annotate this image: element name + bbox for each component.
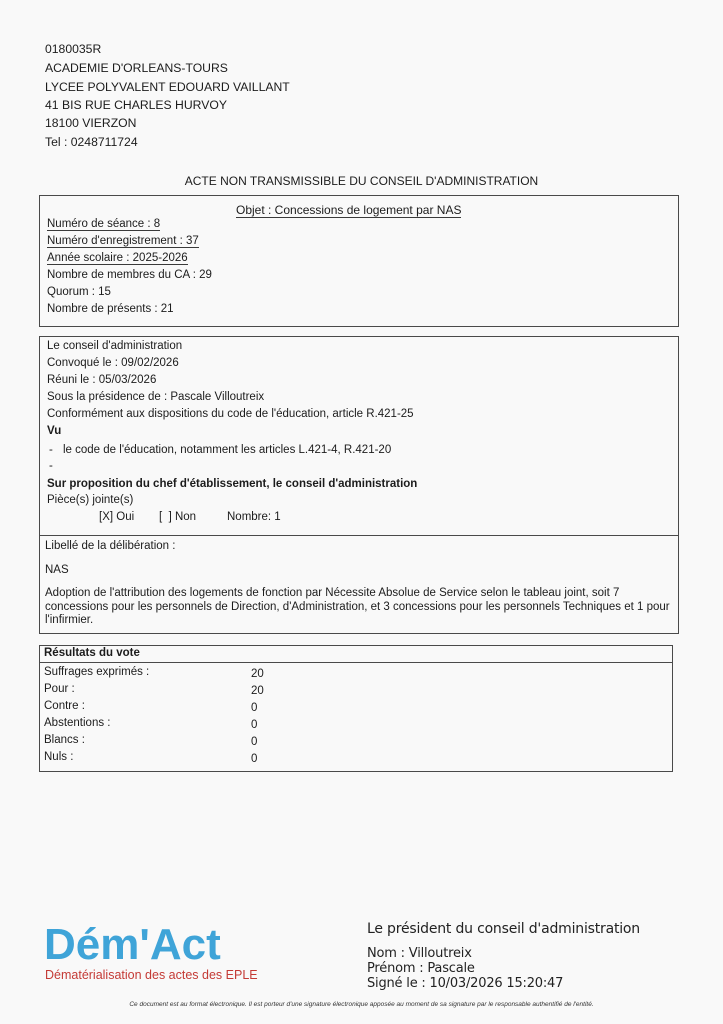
vote-box (39, 645, 673, 772)
nombre-membres: Nombre de membres du CA : 29 (47, 269, 212, 281)
pieces-jointes-oui: [X] Oui (99, 511, 135, 523)
demact-logo: Dém'Act (44, 920, 221, 969)
vote-label: Nuls : (44, 751, 74, 763)
vote-value: 20 (251, 668, 264, 680)
signature-nom: Nom : Villoutreix (367, 946, 472, 961)
nombre-presents: Nombre de présents : 21 (47, 303, 174, 315)
proposition: Sur proposition du chef d'établissement, le conseil d'administration (47, 478, 418, 490)
vote-value: 0 (251, 719, 258, 731)
vu-bullet: - (49, 444, 53, 456)
establishment-name: LYCEE POLYVALENT EDOUARD VAILLANT (45, 80, 290, 94)
document-title: ACTE NON TRANSMISSIBLE DU CONSEIL D'ADMINISTRATION (184, 174, 539, 188)
convoque-date: Convoqué le : 09/02/2026 (47, 357, 179, 369)
vote-label: Abstentions : (44, 717, 111, 729)
conseil-intro: Le conseil d'administration (47, 340, 183, 352)
vote-value: 0 (251, 702, 258, 714)
presidence: Sous la présidence de : Pascale Villoutreix (47, 391, 265, 403)
pieces-jointes-non: [ ] Non (159, 511, 197, 523)
divider (39, 662, 673, 663)
vote-label: Blancs : (44, 734, 85, 746)
address-street: 41 BIS RUE CHARLES HURVOY (45, 98, 227, 112)
quorum: Quorum : 15 (47, 286, 111, 298)
academie: ACADEMIE D'ORLEANS-TOURS (45, 61, 228, 75)
telephone: Tel : 0248711724 (45, 135, 138, 149)
numero-seance: Numéro de séance : 8 (47, 218, 161, 230)
vu-bullet: - (49, 460, 53, 472)
vote-value: 0 (251, 736, 258, 748)
libelle-label: Libellé de la délibération : (45, 540, 176, 552)
vote-label: Pour : (44, 683, 75, 695)
deliberation-text: Adoption de l'attribution des logements de fonction par Nécessite Absolue de Service selon le tableau joint, soit 7 concessions pour les personnels de Direction, d'Administration, et 3 concessions pour les personnels Techniques et 1 pour l'infirmier. (45, 587, 670, 626)
conformement: Conformément aux dispositions du code de l'éducation, article R.421-25 (47, 408, 414, 420)
vote-label: Suffrages exprimés : (44, 666, 150, 678)
signature-title: Le président du conseil d'administration (367, 921, 640, 937)
divider (39, 535, 679, 536)
address-city: 18100 VIERZON (45, 116, 137, 130)
objet: Objet : Concessions de logement par NAS (236, 203, 462, 217)
signature-date: Signé le : 10/03/2026 15:20:47 (367, 976, 564, 991)
footnote: Ce document est au format électronique. Il est porteur d'une signature électronique apposée au moment de sa signature par le responsable authentifié de l'entité. (129, 1001, 594, 1008)
numero-enregistrement: Numéro d'enregistrement : 37 (47, 235, 199, 247)
pieces-jointes-label: Pièce(s) jointe(s) (47, 494, 134, 506)
signature-prenom: Prénom : Pascale (367, 961, 475, 976)
libelle-value: NAS (45, 564, 69, 576)
pieces-jointes-nombre: Nombre: 1 (227, 511, 281, 523)
vu-item: le code de l'éducation, notamment les articles L.421-4, R.421-20 (63, 444, 392, 456)
demact-subtitle: Dématérialisation des actes des EPLE (45, 968, 258, 982)
reuni-date: Réuni le : 05/03/2026 (47, 374, 157, 386)
uai-code: 0180035R (45, 42, 102, 56)
vote-value: 20 (251, 685, 264, 697)
annee-scolaire: Année scolaire : 2025-2026 (47, 252, 188, 264)
vote-value: 0 (251, 753, 258, 765)
vu-label: Vu (47, 425, 62, 437)
vote-title: Résultats du vote (44, 647, 140, 659)
vote-label: Contre : (44, 700, 85, 712)
